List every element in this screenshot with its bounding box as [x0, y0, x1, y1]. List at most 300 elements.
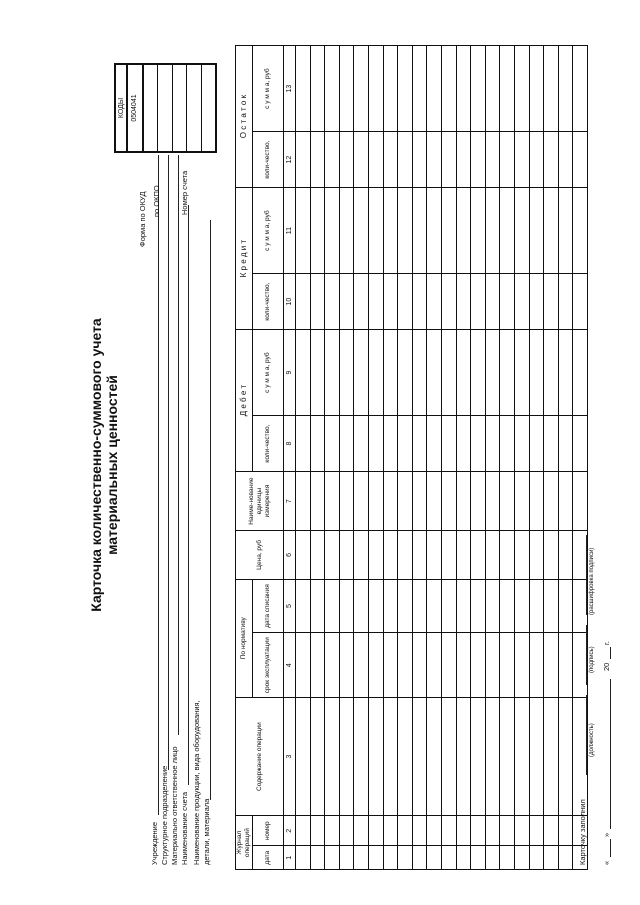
- table-cell[interactable]: [529, 330, 544, 416]
- table-cell[interactable]: [412, 416, 427, 472]
- table-cell[interactable]: [412, 330, 427, 416]
- table-row: [441, 46, 456, 870]
- table-cell[interactable]: [485, 816, 500, 846]
- table-cell[interactable]: [485, 416, 500, 472]
- table-cell[interactable]: [544, 633, 559, 698]
- table-cell[interactable]: [514, 46, 529, 132]
- table-cell[interactable]: [354, 633, 369, 698]
- table-cell[interactable]: [354, 274, 369, 330]
- table-cell[interactable]: [456, 274, 471, 330]
- date-quote-open: «: [602, 860, 611, 865]
- table-cell[interactable]: [471, 274, 486, 330]
- table-cell[interactable]: [514, 579, 529, 633]
- table-cell[interactable]: [441, 188, 456, 274]
- table-cell[interactable]: [471, 633, 486, 698]
- table-cell[interactable]: [310, 472, 325, 531]
- table-cell[interactable]: [514, 472, 529, 531]
- field-responsible: Материально ответственное лицо: [170, 746, 179, 865]
- code-empty-1[interactable]: [158, 64, 173, 152]
- table-cell[interactable]: [544, 46, 559, 132]
- table-cell[interactable]: [427, 816, 442, 846]
- col-num: 1: [284, 846, 296, 870]
- table-cell[interactable]: [354, 816, 369, 846]
- table-cell[interactable]: [514, 274, 529, 330]
- table-cell[interactable]: [514, 697, 529, 815]
- table-cell[interactable]: [441, 816, 456, 846]
- table-cell[interactable]: [398, 697, 413, 815]
- table-cell[interactable]: [339, 816, 354, 846]
- field-product-name-2: детали, материала: [202, 798, 211, 865]
- table-cell[interactable]: [529, 697, 544, 815]
- table-cell[interactable]: [383, 846, 398, 870]
- table-cell[interactable]: [310, 816, 325, 846]
- table-cell[interactable]: [544, 531, 559, 579]
- table-cell[interactable]: [383, 816, 398, 846]
- table-cell[interactable]: [310, 846, 325, 870]
- table-cell[interactable]: [500, 472, 515, 531]
- table-cell[interactable]: [456, 846, 471, 870]
- table-cell[interactable]: [485, 274, 500, 330]
- table-cell[interactable]: [500, 416, 515, 472]
- table-cell[interactable]: [427, 188, 442, 274]
- table-cell[interactable]: [325, 846, 340, 870]
- table-cell[interactable]: [368, 472, 383, 531]
- table-cell[interactable]: [412, 274, 427, 330]
- table-cell[interactable]: [310, 633, 325, 698]
- table-cell[interactable]: [325, 472, 340, 531]
- table-cell[interactable]: [339, 46, 354, 132]
- table-cell[interactable]: [296, 846, 311, 870]
- table-cell[interactable]: [368, 846, 383, 870]
- table-cell[interactable]: [354, 416, 369, 472]
- table-cell[interactable]: [500, 816, 515, 846]
- table-cell[interactable]: [368, 188, 383, 274]
- okpo-code[interactable]: [143, 64, 158, 152]
- table-cell[interactable]: [427, 274, 442, 330]
- table-cell[interactable]: [398, 132, 413, 188]
- header-debit: Д е б е т: [236, 330, 253, 472]
- form-title: [88, 225, 120, 705]
- table-cell[interactable]: [383, 697, 398, 815]
- table-cell[interactable]: [441, 633, 456, 698]
- table-cell[interactable]: [427, 472, 442, 531]
- table-cell[interactable]: [310, 132, 325, 188]
- table-cell[interactable]: [529, 188, 544, 274]
- table-cell[interactable]: [514, 846, 529, 870]
- table-cell[interactable]: [456, 46, 471, 132]
- table-cell[interactable]: [558, 274, 573, 330]
- table-cell[interactable]: [441, 697, 456, 815]
- table-cell[interactable]: [427, 132, 442, 188]
- table-cell[interactable]: [398, 579, 413, 633]
- table-cell[interactable]: [544, 274, 559, 330]
- table-row: [427, 46, 442, 870]
- ledger-table: [235, 45, 588, 870]
- table-cell[interactable]: [456, 188, 471, 274]
- table-cell[interactable]: [544, 472, 559, 531]
- table-cell[interactable]: [412, 472, 427, 531]
- table-cell[interactable]: [456, 697, 471, 815]
- table-cell[interactable]: [485, 579, 500, 633]
- table-cell[interactable]: [500, 697, 515, 815]
- table-cell[interactable]: [325, 132, 340, 188]
- table-cell[interactable]: [558, 579, 573, 633]
- table-cell[interactable]: [427, 633, 442, 698]
- table-cell[interactable]: [500, 188, 515, 274]
- table-cell[interactable]: [573, 132, 588, 188]
- filled-by-label: Карточку заполнил: [578, 799, 587, 865]
- table-cell[interactable]: [427, 330, 442, 416]
- header-credit: К р е д и т: [236, 188, 253, 330]
- table-cell[interactable]: [471, 188, 486, 274]
- table-cell[interactable]: [296, 274, 311, 330]
- table-cell[interactable]: [398, 274, 413, 330]
- table-cell[interactable]: [471, 132, 486, 188]
- table-cell[interactable]: [383, 132, 398, 188]
- col-num: 4: [284, 633, 296, 698]
- table-cell[interactable]: [558, 531, 573, 579]
- table-cell[interactable]: [500, 531, 515, 579]
- table-cell[interactable]: [368, 330, 383, 416]
- table-cell[interactable]: [456, 531, 471, 579]
- table-cell[interactable]: [412, 132, 427, 188]
- table-cell[interactable]: [310, 416, 325, 472]
- table-cell[interactable]: [427, 531, 442, 579]
- table-cell[interactable]: [339, 697, 354, 815]
- table-cell[interactable]: [456, 816, 471, 846]
- table-cell[interactable]: [529, 416, 544, 472]
- table-cell[interactable]: [456, 330, 471, 416]
- table-cell[interactable]: [398, 531, 413, 579]
- table-cell[interactable]: [427, 46, 442, 132]
- table-cell[interactable]: [296, 531, 311, 579]
- table-cell[interactable]: [354, 132, 369, 188]
- table-cell[interactable]: [354, 188, 369, 274]
- position-line[interactable]: [586, 695, 587, 775]
- table-cell[interactable]: [514, 531, 529, 579]
- signature-decode-caption: (расшифровка подписи): [589, 547, 595, 615]
- codes-header: КОДЫ: [115, 64, 127, 152]
- table-cell[interactable]: [544, 330, 559, 416]
- table-cell[interactable]: [325, 633, 340, 698]
- table-cell[interactable]: [485, 633, 500, 698]
- table-cell[interactable]: [383, 472, 398, 531]
- table-cell[interactable]: [325, 531, 340, 579]
- table-cell[interactable]: [412, 46, 427, 132]
- table-cell[interactable]: [558, 697, 573, 815]
- table-cell[interactable]: [325, 330, 340, 416]
- signature-line[interactable]: [586, 625, 587, 685]
- table-cell[interactable]: [500, 274, 515, 330]
- header-credit-qty: коли-чество,: [253, 274, 284, 330]
- date-year-line[interactable]: [610, 647, 611, 659]
- table-cell[interactable]: [573, 472, 588, 531]
- table-cell[interactable]: [310, 188, 325, 274]
- date-day-line[interactable]: [610, 839, 611, 857]
- table-cell[interactable]: [339, 330, 354, 416]
- table-row: [412, 46, 427, 870]
- table-cell[interactable]: [558, 46, 573, 132]
- table-cell[interactable]: [441, 274, 456, 330]
- table-cell[interactable]: [544, 697, 559, 815]
- table-cell[interactable]: [339, 188, 354, 274]
- table-cell[interactable]: [441, 416, 456, 472]
- table-cell[interactable]: [412, 579, 427, 633]
- table-cell[interactable]: [339, 274, 354, 330]
- table-cell[interactable]: [500, 846, 515, 870]
- table-cell[interactable]: [325, 697, 340, 815]
- table-cell[interactable]: [296, 633, 311, 698]
- table-cell[interactable]: [573, 188, 588, 274]
- table-cell[interactable]: [296, 330, 311, 416]
- table-cell[interactable]: [310, 531, 325, 579]
- field-product-name-line[interactable]: [210, 220, 211, 800]
- table-cell[interactable]: [485, 697, 500, 815]
- table-cell[interactable]: [485, 531, 500, 579]
- table-cell[interactable]: [412, 846, 427, 870]
- header-price: Цена, руб: [236, 531, 284, 579]
- table-cell[interactable]: [383, 46, 398, 132]
- table-cell[interactable]: [558, 132, 573, 188]
- table-cell[interactable]: [325, 274, 340, 330]
- table-cell[interactable]: [573, 274, 588, 330]
- account-number-code[interactable]: [172, 64, 187, 152]
- table-cell[interactable]: [339, 472, 354, 531]
- table-cell[interactable]: [325, 816, 340, 846]
- table-cell[interactable]: [544, 188, 559, 274]
- table-cell[interactable]: [368, 633, 383, 698]
- table-cell[interactable]: [471, 46, 486, 132]
- table-cell[interactable]: [398, 633, 413, 698]
- table-cell[interactable]: [427, 697, 442, 815]
- header-number: номер: [253, 816, 284, 846]
- table-cell[interactable]: [354, 472, 369, 531]
- table-cell[interactable]: [441, 330, 456, 416]
- table-cell[interactable]: [485, 472, 500, 531]
- table-cell[interactable]: [354, 330, 369, 416]
- table-cell[interactable]: [383, 274, 398, 330]
- table-cell[interactable]: [544, 846, 559, 870]
- table-cell[interactable]: [310, 697, 325, 815]
- table-cell[interactable]: [529, 579, 544, 633]
- table-cell[interactable]: [558, 816, 573, 846]
- table-cell[interactable]: [354, 846, 369, 870]
- field-account-name-line[interactable]: [188, 205, 189, 785]
- table-cell[interactable]: [456, 633, 471, 698]
- code-empty-3[interactable]: [201, 64, 216, 152]
- table-cell[interactable]: [441, 132, 456, 188]
- signature-caption: (подпись): [589, 646, 595, 673]
- table-cell[interactable]: [456, 132, 471, 188]
- table-cell[interactable]: [339, 531, 354, 579]
- table-cell[interactable]: [471, 416, 486, 472]
- table-cell[interactable]: [485, 46, 500, 132]
- table-cell[interactable]: [485, 132, 500, 188]
- table-row: [514, 46, 529, 870]
- field-subdivision-line[interactable]: [168, 155, 169, 770]
- table-cell[interactable]: [296, 416, 311, 472]
- table-cell[interactable]: [368, 132, 383, 188]
- table-cell[interactable]: [412, 697, 427, 815]
- table-cell[interactable]: [500, 46, 515, 132]
- table-cell[interactable]: [383, 579, 398, 633]
- table-cell[interactable]: [471, 579, 486, 633]
- okpo-label: по ОКПО: [152, 185, 161, 217]
- okud-code[interactable]: 0504041: [127, 64, 143, 152]
- table-cell[interactable]: [383, 633, 398, 698]
- table-cell[interactable]: [544, 132, 559, 188]
- table-cell[interactable]: [310, 579, 325, 633]
- table-cell[interactable]: [514, 416, 529, 472]
- table-cell[interactable]: [471, 846, 486, 870]
- table-cell[interactable]: [529, 46, 544, 132]
- table-cell[interactable]: [398, 472, 413, 531]
- table-cell[interactable]: [296, 579, 311, 633]
- table-cell[interactable]: [339, 132, 354, 188]
- table-cell[interactable]: [398, 846, 413, 870]
- table-cell[interactable]: [325, 579, 340, 633]
- table-cell[interactable]: [471, 531, 486, 579]
- header-debit-qty: коли-чество,: [253, 416, 284, 472]
- table-cell[interactable]: [529, 472, 544, 531]
- table-cell[interactable]: [325, 188, 340, 274]
- table-cell[interactable]: [514, 330, 529, 416]
- date-month-line[interactable]: [610, 679, 611, 829]
- table-cell[interactable]: [529, 846, 544, 870]
- table-cell[interactable]: [412, 633, 427, 698]
- table-cell[interactable]: [456, 416, 471, 472]
- table-cell[interactable]: [354, 531, 369, 579]
- table-cell[interactable]: [398, 330, 413, 416]
- table-cell[interactable]: [339, 416, 354, 472]
- table-cell[interactable]: [412, 816, 427, 846]
- table-row: [339, 46, 354, 870]
- table-cell[interactable]: [500, 330, 515, 416]
- table-cell[interactable]: [441, 846, 456, 870]
- table-cell[interactable]: [514, 816, 529, 846]
- table-cell[interactable]: [500, 633, 515, 698]
- table-cell[interactable]: [573, 46, 588, 132]
- table-cell[interactable]: [339, 579, 354, 633]
- col-num: 11: [284, 188, 296, 274]
- table-cell[interactable]: [558, 846, 573, 870]
- header-debit-sum: с у м м а, руб: [253, 330, 284, 416]
- table-cell[interactable]: [296, 472, 311, 531]
- table-cell[interactable]: [427, 416, 442, 472]
- table-cell[interactable]: [471, 816, 486, 846]
- table-cell[interactable]: [398, 46, 413, 132]
- table-cell[interactable]: [368, 416, 383, 472]
- col-num: 7: [284, 472, 296, 531]
- code-empty-2[interactable]: [187, 64, 202, 152]
- table-cell[interactable]: [383, 188, 398, 274]
- table-cell[interactable]: [529, 132, 544, 188]
- table-cell[interactable]: [383, 531, 398, 579]
- table-cell[interactable]: [354, 697, 369, 815]
- table-cell[interactable]: [310, 46, 325, 132]
- table-cell[interactable]: [514, 633, 529, 698]
- table-cell[interactable]: [471, 330, 486, 416]
- table-cell[interactable]: [558, 633, 573, 698]
- table-cell[interactable]: [485, 846, 500, 870]
- table-cell[interactable]: [529, 531, 544, 579]
- table-cell[interactable]: [296, 816, 311, 846]
- table-cell[interactable]: [354, 579, 369, 633]
- table-cell[interactable]: [573, 330, 588, 416]
- table-cell[interactable]: [514, 188, 529, 274]
- table-cell[interactable]: [485, 330, 500, 416]
- table-cell[interactable]: [441, 472, 456, 531]
- signature-decode-line[interactable]: [586, 535, 587, 615]
- field-institution-line[interactable]: [158, 155, 159, 815]
- table-cell[interactable]: [296, 46, 311, 132]
- table-cell[interactable]: [544, 816, 559, 846]
- table-cell[interactable]: [296, 697, 311, 815]
- table-cell[interactable]: [427, 579, 442, 633]
- table-cell[interactable]: [325, 46, 340, 132]
- table-cell[interactable]: [471, 697, 486, 815]
- table-cell[interactable]: [558, 330, 573, 416]
- header-credit-sum: с у м м а, руб: [253, 188, 284, 274]
- table-cell[interactable]: [544, 579, 559, 633]
- table-cell[interactable]: [427, 846, 442, 870]
- table-cell[interactable]: [412, 531, 427, 579]
- table-cell[interactable]: [296, 188, 311, 274]
- table-cell[interactable]: [514, 132, 529, 188]
- table-cell[interactable]: [383, 416, 398, 472]
- table-cell[interactable]: [558, 472, 573, 531]
- table-cell[interactable]: [339, 846, 354, 870]
- table-cell[interactable]: [368, 697, 383, 815]
- table-cell[interactable]: [441, 531, 456, 579]
- table-cell[interactable]: [368, 274, 383, 330]
- table-cell[interactable]: [544, 416, 559, 472]
- table-cell[interactable]: [398, 416, 413, 472]
- table-cell[interactable]: [500, 132, 515, 188]
- table-cell[interactable]: [398, 188, 413, 274]
- table-cell[interactable]: [529, 274, 544, 330]
- table-cell[interactable]: [573, 416, 588, 472]
- table-cell[interactable]: [368, 579, 383, 633]
- table-row: [368, 46, 383, 870]
- table-cell[interactable]: [368, 816, 383, 846]
- table-cell[interactable]: [500, 579, 515, 633]
- table-cell[interactable]: [412, 188, 427, 274]
- table-cell[interactable]: [310, 330, 325, 416]
- field-responsible-line[interactable]: [178, 155, 179, 735]
- table-cell[interactable]: [456, 472, 471, 531]
- table-cell[interactable]: [368, 46, 383, 132]
- table-cell[interactable]: [456, 579, 471, 633]
- table-cell[interactable]: [325, 416, 340, 472]
- table-cell[interactable]: [529, 633, 544, 698]
- table-cell[interactable]: [471, 472, 486, 531]
- table-cell[interactable]: [310, 274, 325, 330]
- table-cell[interactable]: [296, 132, 311, 188]
- table-cell[interactable]: [529, 816, 544, 846]
- table-cell[interactable]: [339, 633, 354, 698]
- table-cell[interactable]: [368, 531, 383, 579]
- table-cell[interactable]: [485, 188, 500, 274]
- table-cell[interactable]: [398, 816, 413, 846]
- table-cell[interactable]: [558, 188, 573, 274]
- table-cell[interactable]: [441, 46, 456, 132]
- table-row: [383, 46, 398, 870]
- table-cell[interactable]: [354, 46, 369, 132]
- table-cell[interactable]: [558, 416, 573, 472]
- table-cell[interactable]: [383, 330, 398, 416]
- table-cell[interactable]: [441, 579, 456, 633]
